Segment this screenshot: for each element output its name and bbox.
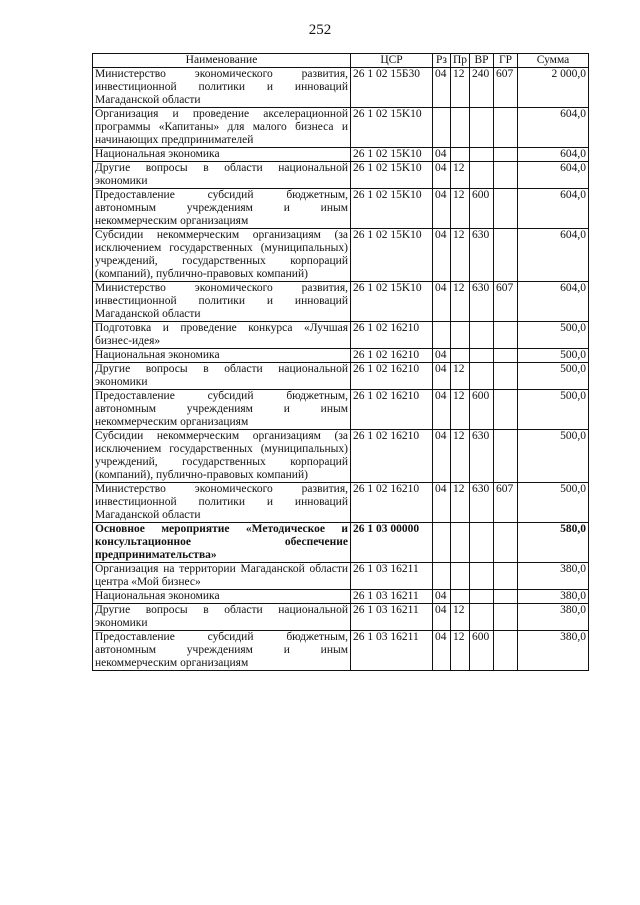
row-csr-cell: 26 1 03 16211 — [351, 604, 433, 631]
row-rz-cell: 04 — [433, 590, 451, 604]
row-name-cell: Субсидии некоммерческим организациям (за исключением государственных (муниципальных) учреждений, государственных корпораций (компаний), публично-правовых компаний) — [93, 229, 351, 282]
table-row — [93, 390, 589, 430]
row-pr-cell — [451, 349, 470, 363]
row-vr-cell — [470, 363, 494, 390]
row-rz-cell: 04 — [433, 363, 451, 390]
row-gr-cell: 607 — [494, 68, 518, 108]
row-csr-cell: 26 1 03 00000 — [351, 523, 433, 563]
row-sum-cell: 500,0 — [518, 363, 589, 390]
row-vr-cell — [470, 108, 494, 148]
row-gr-cell: 607 — [494, 282, 518, 322]
row-sum-cell: 604,0 — [518, 108, 589, 148]
header-name: Наименование — [93, 54, 351, 68]
row-vr-cell — [470, 604, 494, 631]
row-rz-cell: 04 — [433, 68, 451, 108]
row-pr-cell: 12 — [451, 282, 470, 322]
table-row — [93, 189, 589, 229]
row-pr-cell — [451, 108, 470, 148]
row-vr-cell: 630 — [470, 229, 494, 282]
row-csr-cell: 26 1 02 16210 — [351, 322, 433, 349]
row-pr-cell: 12 — [451, 363, 470, 390]
row-sum-cell: 500,0 — [518, 430, 589, 483]
table-row — [93, 430, 589, 483]
table-row — [93, 590, 589, 604]
row-pr-cell: 12 — [451, 229, 470, 282]
row-sum-cell: 580,0 — [518, 523, 589, 563]
row-sum-cell: 500,0 — [518, 390, 589, 430]
row-gr-cell — [494, 189, 518, 229]
row-name-cell: Национальная экономика — [93, 148, 351, 162]
table-row — [93, 68, 589, 108]
row-vr-cell: 630 — [470, 430, 494, 483]
row-csr-cell: 26 1 02 15K10 — [351, 108, 433, 148]
row-pr-cell — [451, 563, 470, 590]
row-pr-cell: 12 — [451, 68, 470, 108]
header-sum: Сумма — [518, 54, 589, 68]
row-name-cell: Министерство экономического развития, инвестиционной политики и инноваций Магаданской области — [93, 483, 351, 523]
row-csr-cell: 26 1 02 16210 — [351, 363, 433, 390]
row-vr-cell — [470, 349, 494, 363]
row-name-cell: Подготовка и проведение конкурса «Лучшая бизнес-идея» — [93, 322, 351, 349]
row-pr-cell — [451, 148, 470, 162]
row-gr-cell — [494, 162, 518, 189]
row-csr-cell: 26 1 02 15K10 — [351, 162, 433, 189]
row-csr-cell: 26 1 02 16210 — [351, 349, 433, 363]
row-vr-cell — [470, 322, 494, 349]
row-rz-cell: 04 — [433, 189, 451, 229]
row-rz-cell — [433, 563, 451, 590]
row-rz-cell: 04 — [433, 390, 451, 430]
row-sum-cell: 604,0 — [518, 229, 589, 282]
row-rz-cell: 04 — [433, 282, 451, 322]
table-row — [93, 229, 589, 282]
row-vr-cell: 600 — [470, 390, 494, 430]
row-name-cell: Организация и проведение акселерационной программы «Капитаны» для малого бизнеса и начинающих предпринимателей — [93, 108, 351, 148]
row-gr-cell — [494, 322, 518, 349]
row-csr-cell: 26 1 02 16210 — [351, 430, 433, 483]
row-csr-cell: 26 1 02 16210 — [351, 483, 433, 523]
table-row — [93, 108, 589, 148]
row-name-cell: Предоставление субсидий бюджетным, автономным учреждениям и иным некоммерческим организациям — [93, 631, 351, 671]
row-rz-cell — [433, 523, 451, 563]
row-pr-cell: 12 — [451, 631, 470, 671]
row-vr-cell: 630 — [470, 483, 494, 523]
table-row — [93, 631, 589, 671]
row-csr-cell: 26 1 03 16211 — [351, 590, 433, 604]
row-csr-cell: 26 1 02 15K10 — [351, 229, 433, 282]
row-gr-cell — [494, 604, 518, 631]
row-gr-cell — [494, 363, 518, 390]
row-gr-cell: 607 — [494, 483, 518, 523]
header-row — [93, 54, 589, 68]
row-sum-cell: 380,0 — [518, 604, 589, 631]
row-name-cell: Другие вопросы в области национальной экономики — [93, 162, 351, 189]
row-name-cell: Другие вопросы в области национальной экономики — [93, 363, 351, 390]
row-rz-cell — [433, 108, 451, 148]
row-vr-cell: 600 — [470, 189, 494, 229]
row-pr-cell: 12 — [451, 162, 470, 189]
row-gr-cell — [494, 523, 518, 563]
row-pr-cell: 12 — [451, 189, 470, 229]
row-sum-cell: 604,0 — [518, 189, 589, 229]
row-name-cell: Основное мероприятие «Методическое и консультационное обеспечение предпринимательства» — [93, 523, 351, 563]
row-sum-cell: 500,0 — [518, 322, 589, 349]
row-gr-cell — [494, 563, 518, 590]
table-row — [93, 322, 589, 349]
row-sum-cell: 380,0 — [518, 563, 589, 590]
row-vr-cell — [470, 563, 494, 590]
row-sum-cell: 2 000,0 — [518, 68, 589, 108]
row-pr-cell: 12 — [451, 604, 470, 631]
table-row — [93, 604, 589, 631]
row-name-cell: Предоставление субсидий бюджетным, автономным учреждениям и иным некоммерческим организациям — [93, 390, 351, 430]
row-sum-cell: 500,0 — [518, 349, 589, 363]
row-csr-cell: 26 1 03 16211 — [351, 631, 433, 671]
table-row — [93, 563, 589, 590]
header-pr: Пр — [451, 54, 470, 68]
row-gr-cell — [494, 390, 518, 430]
row-pr-cell — [451, 523, 470, 563]
row-vr-cell — [470, 590, 494, 604]
row-name-cell: Организация на территории Магаданской области центра «Мой бизнес» — [93, 563, 351, 590]
row-vr-cell — [470, 162, 494, 189]
row-gr-cell — [494, 430, 518, 483]
row-name-cell: Другие вопросы в области национальной экономики — [93, 604, 351, 631]
row-rz-cell: 04 — [433, 229, 451, 282]
row-gr-cell — [494, 108, 518, 148]
row-pr-cell: 12 — [451, 483, 470, 523]
row-gr-cell — [494, 229, 518, 282]
budget-table — [92, 53, 589, 671]
row-gr-cell — [494, 148, 518, 162]
table-row — [93, 162, 589, 189]
row-csr-cell: 26 1 03 16211 — [351, 563, 433, 590]
header-vr: ВР — [470, 54, 494, 68]
row-sum-cell: 604,0 — [518, 162, 589, 189]
row-pr-cell: 12 — [451, 430, 470, 483]
table-row — [93, 523, 589, 563]
row-csr-cell: 26 1 02 15K10 — [351, 148, 433, 162]
table-row — [93, 148, 589, 162]
row-name-cell: Субсидии некоммерческим организациям (за исключением государственных (муниципальных) учреждений, государственных корпораций (компаний), публично-правовых компаний) — [93, 430, 351, 483]
row-vr-cell: 240 — [470, 68, 494, 108]
row-rz-cell: 04 — [433, 430, 451, 483]
row-name-cell: Министерство экономического развития, инвестиционной политики и инноваций Магаданской области — [93, 68, 351, 108]
header-csr: ЦСР — [351, 54, 433, 68]
row-vr-cell: 630 — [470, 282, 494, 322]
row-name-cell: Национальная экономика — [93, 349, 351, 363]
table-row — [93, 282, 589, 322]
row-csr-cell: 26 1 02 16210 — [351, 390, 433, 430]
row-csr-cell: 26 1 02 15K10 — [351, 282, 433, 322]
row-vr-cell: 600 — [470, 631, 494, 671]
row-gr-cell — [494, 590, 518, 604]
header-rz: Рз — [433, 54, 451, 68]
row-sum-cell: 500,0 — [518, 483, 589, 523]
row-rz-cell: 04 — [433, 162, 451, 189]
row-name-cell: Министерство экономического развития, инвестиционной политики и инноваций Магаданской области — [93, 282, 351, 322]
row-rz-cell: 04 — [433, 148, 451, 162]
row-csr-cell: 26 1 02 15K10 — [351, 189, 433, 229]
row-name-cell: Национальная экономика — [93, 590, 351, 604]
row-gr-cell — [494, 631, 518, 671]
row-rz-cell: 04 — [433, 483, 451, 523]
row-rz-cell: 04 — [433, 631, 451, 671]
row-sum-cell: 604,0 — [518, 282, 589, 322]
page-number: 252 — [308, 22, 332, 38]
table-row — [93, 349, 589, 363]
row-sum-cell: 380,0 — [518, 631, 589, 671]
row-rz-cell: 04 — [433, 349, 451, 363]
row-pr-cell: 12 — [451, 390, 470, 430]
row-rz-cell: 04 — [433, 604, 451, 631]
row-gr-cell — [494, 349, 518, 363]
row-name-cell: Предоставление субсидий бюджетным, автономным учреждениям и иным некоммерческим организациям — [93, 189, 351, 229]
row-pr-cell — [451, 322, 470, 349]
row-vr-cell — [470, 148, 494, 162]
table-row — [93, 483, 589, 523]
row-vr-cell — [470, 523, 494, 563]
row-pr-cell — [451, 590, 470, 604]
row-rz-cell — [433, 322, 451, 349]
header-gr: ГР — [494, 54, 518, 68]
row-sum-cell: 380,0 — [518, 590, 589, 604]
row-csr-cell: 26 1 02 15Б30 — [351, 68, 433, 108]
row-sum-cell: 604,0 — [518, 148, 589, 162]
table-row — [93, 363, 589, 390]
